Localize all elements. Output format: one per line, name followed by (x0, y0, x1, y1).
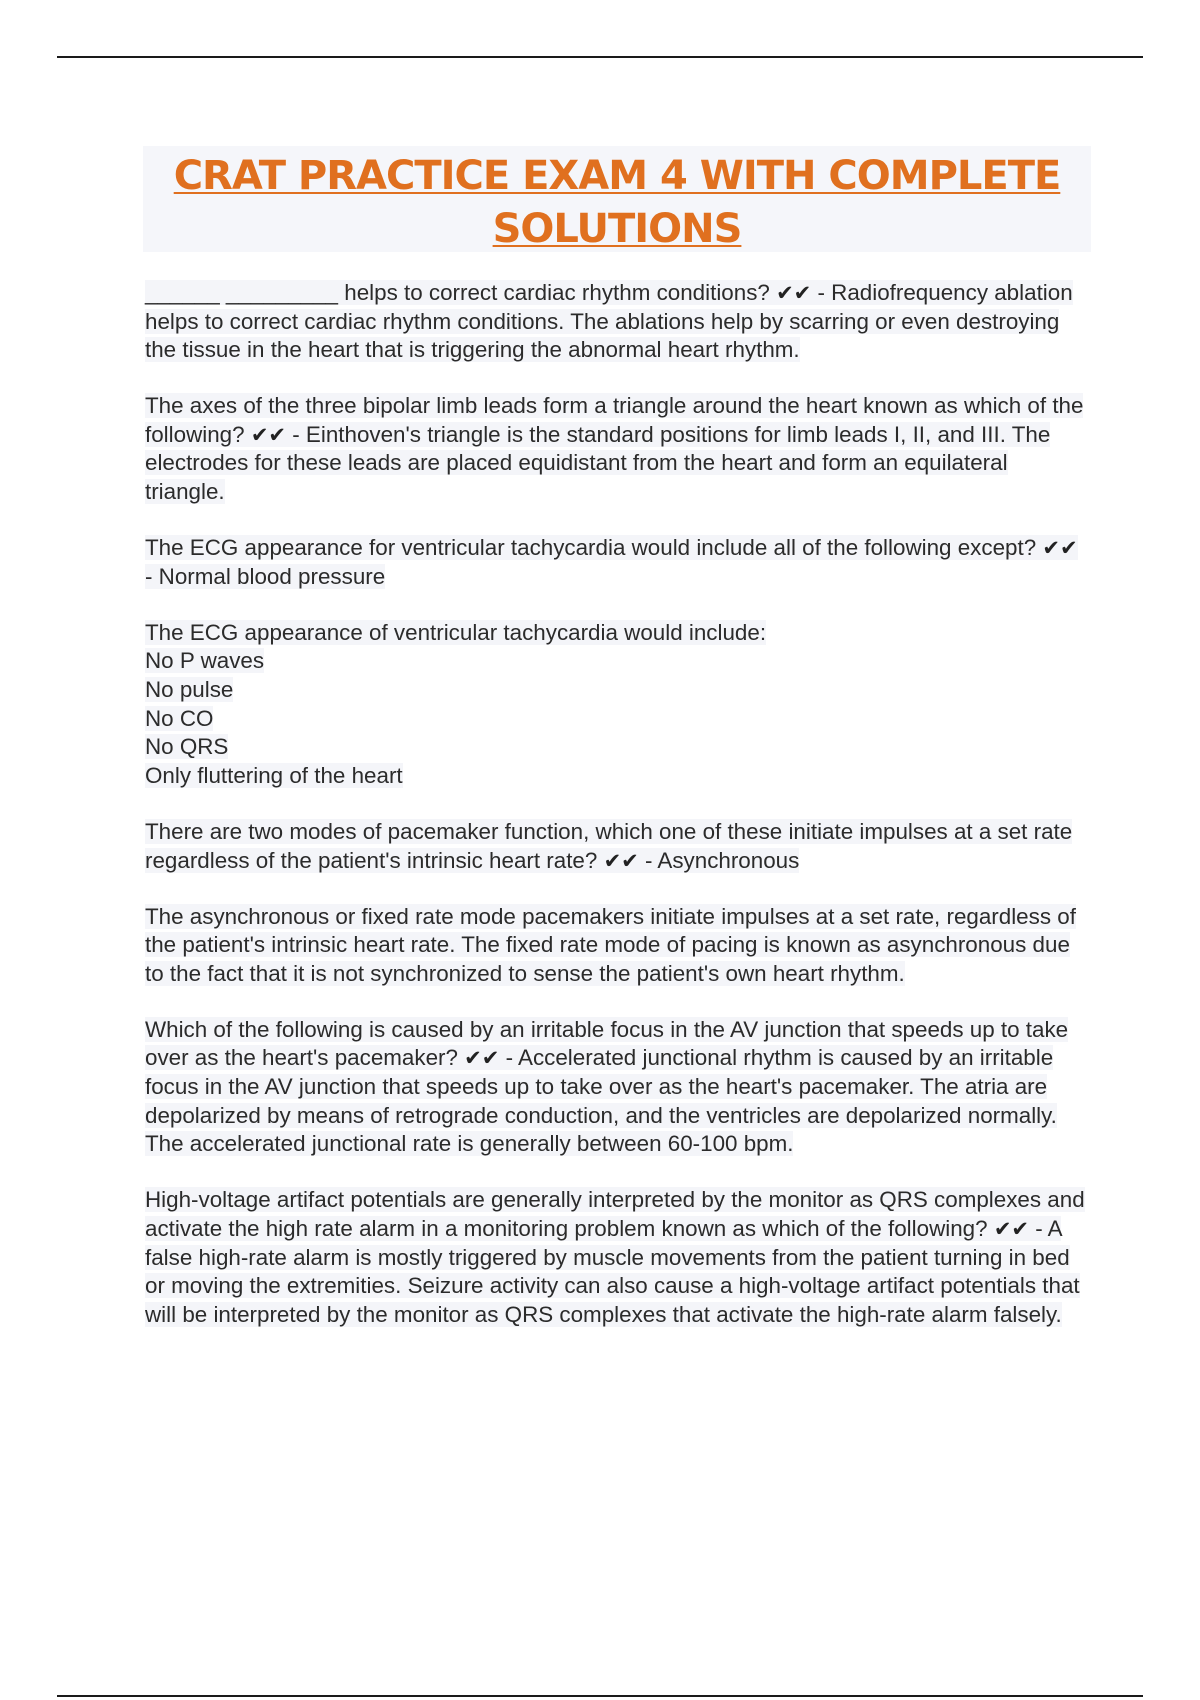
list-item: No P waves (145, 648, 265, 674)
qa-text (145, 535, 1078, 589)
list-intro: The ECG appearance of ventricular tachycardia would include: (145, 619, 767, 645)
answer-text: - A false high-rate alarm is mostly triggered by muscle movements from the patient turning in bed or moving the extremities. Seizure activity can also cause a high-voltage artifact potentials that will be interpreted by the monitor as QRS complexes that activate the high-rate alarm falsely. (145, 1215, 1080, 1327)
list-item: Only fluttering of the heart (145, 762, 403, 788)
qa-item (145, 1016, 1090, 1159)
document-body (145, 279, 1090, 1357)
qa-item (145, 818, 1090, 875)
qa-item (145, 534, 1090, 591)
qa-text (145, 280, 1073, 362)
question-text: High-voltage artifact potentials are generally interpreted by the monitor as QRS complexes and activate the high rate alarm in a monitoring problem known as which of the following? (145, 1187, 1085, 1241)
header-rule (57, 56, 1143, 58)
double-check-icon: ✔✔ (603, 848, 639, 873)
double-check-icon: ✔✔ (464, 1046, 500, 1071)
qa-text (145, 819, 1072, 873)
qa-item (145, 392, 1090, 506)
list-item: No QRS (145, 734, 229, 760)
double-check-icon: ✔✔ (993, 1216, 1030, 1241)
footer-rule (57, 1695, 1143, 1697)
double-check-icon: ✔✔ (776, 281, 812, 305)
qa-text (145, 393, 1083, 504)
question-text: Which of the following is caused by an irritable focus in the AV junction that speeds up to take over as the heart's pacemaker? (145, 1016, 1069, 1071)
question-text: There are two modes of pacemaker function, which one of these initiate impulses at a set rate regardless of the patient's intrinsic heart rate? (145, 818, 1073, 873)
question-text: The axes of the three bipolar limb leads form a triangle around the heart known as which of the following? (145, 393, 1084, 447)
qa-item (145, 1186, 1090, 1329)
answer-text: - Radiofrequency ablation helps to correct cardiac rhythm conditions. The ablations help by scarring or even destroying the tissue in the heart that is triggering the abnormal heart rhythm. (145, 280, 1073, 363)
vt-criteria-list (145, 619, 1090, 791)
explanation-paragraph (145, 903, 1090, 989)
double-check-icon: ✔✔ (250, 422, 287, 447)
fill-in-blank: ______ _________ (145, 280, 339, 305)
list-item: No CO (145, 705, 214, 731)
answer-text: - Normal blood pressure (145, 563, 386, 589)
list-item: No pulse (145, 677, 234, 703)
title-banner (143, 146, 1091, 252)
explanation-text: The asynchronous or fixed rate mode pacemakers initiate impulses at a set rate, regardless of the patient's intrinsic heart rate. The fixed rate mode of pacing is known as asynchronous due to the fact that it is not synchronized to sense the patient's own heart rhythm. (145, 903, 1076, 986)
question-text: helps to correct cardiac rhythm conditions? (338, 280, 777, 305)
qa-text (145, 1187, 1085, 1326)
answer-text: - Accelerated junctional rhythm is caused by an irritable focus in the AV junction that speeds up to take over as the heart's pacemaker. The atria are depolarized by means of retrograde conduction, and the ventricles are depolarized normally. The accelerated junctional rate is generally between 60-100 bpm. (145, 1045, 1057, 1157)
document-title: CRAT PRACTICE EXAM 4 WITH COMPLETE SOLUTIONS (173, 153, 1061, 252)
answer-text: - Einthoven's triangle is the standard positions for limb leads I, II, and III. The electrodes for these leads are placed equidistant from the heart and form an equilateral triangle. (145, 421, 1051, 505)
qa-text (145, 1017, 1068, 1156)
double-check-icon: ✔✔ (1042, 536, 1078, 561)
answer-text: - Asynchronous (638, 847, 800, 873)
question-text: The ECG appearance for ventricular tachycardia would include all of the following except? (145, 535, 1043, 561)
qa-item (145, 279, 1090, 365)
